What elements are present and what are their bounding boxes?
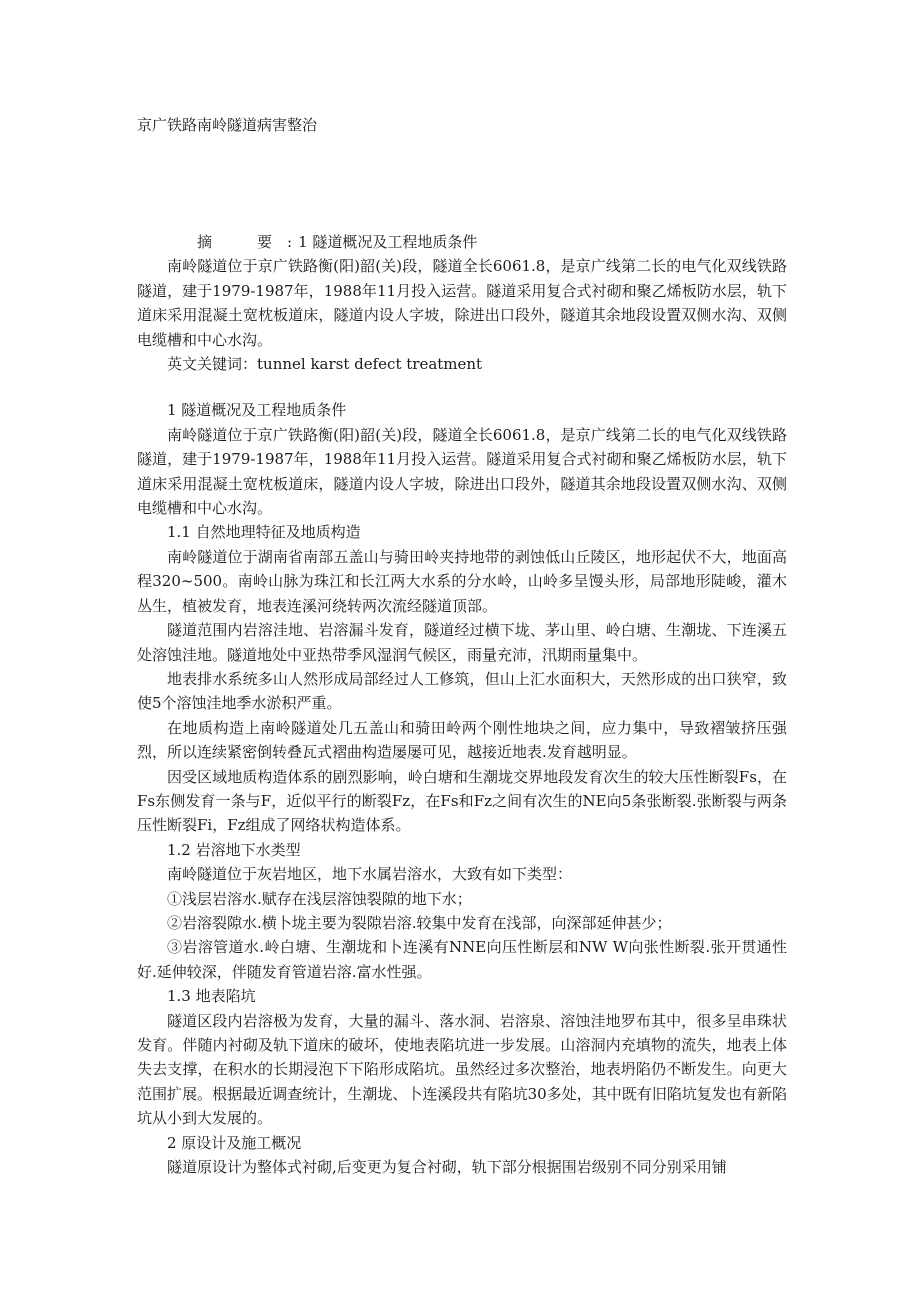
abstract-heading: 1 隧道概况及工程地质条件 xyxy=(298,233,478,251)
paragraph: 隧道区段内岩溶极为发育，大量的漏斗、落水洞、岩溶泉、溶蚀洼地罗布其中，很多呈串珠状发育。伴随内衬砌及轨下道床的破坏，使地表陷坑进一步发展。山溶洞内充填物的流失，地表上体失去支撑，在积水的长期浸泡下下陷形成陷坑。虽然经过多次整治，地表坍陷仍不断发生。向更大范围扩展。根据最近调查统计，生潮垅、卜连溪段共有陷坑30多处，其中既有旧陷坑复发也有新陷坑从小到大发展的。 xyxy=(137,1011,787,1128)
document-title: 京广铁路南岭隧道病害整治 xyxy=(137,116,318,134)
section-heading-1-2: 1.2 岩溶地下水类型 xyxy=(167,840,301,859)
section-heading-1-3: 1.3 地表陷坑 xyxy=(167,987,256,1006)
section-heading-2: 2 原设计及施工概况 xyxy=(167,1133,302,1152)
section-heading-1-1: 1.1 自然地理特征及地质构造 xyxy=(167,523,361,542)
paragraph: 南岭隧道位于湖南省南部五盖山与骑田岭夹持地带的剥蚀低山丘陵区，地形起伏不大，地面高程320~500。南岭山脉为珠江和长江两大水系的分水岭，山岭多呈馒头形，局部地形陡峻，灌木丛生，植被发育，地表连溪河绕转两次流经隧道顶部。 xyxy=(137,547,787,615)
document-body xyxy=(137,230,787,1179)
list-item: ③岩溶管道水.岭白塘、生潮垅和卜连溪有NNE向压性断层和NW W向张性断裂.张开贯通性好.延伸较深，伴随发育管道岩溶.富水性强。 xyxy=(137,938,787,981)
paragraph: 隧道原设计为整体式衬砌,后变更为复合衬砌，轨下部分根据围岩级别不同分别采用铺 xyxy=(167,1158,727,1177)
paragraph: 因受区域地质构造体系的剧烈影响，岭白塘和生潮垅交界地段发育次生的较大压性断裂Fs，在Fs东侧发育一条与F，近似平行的断裂Fz，在Fs和Fz之间有次生的NE向5条张断裂.张断裂与两条压性断裂Fi，Fz组成了网络状构造体系。 xyxy=(137,767,787,835)
paragraph: 南岭隧道位于灰岩地区，地下水属岩溶水，大致有如下类型： xyxy=(167,865,573,884)
section-spacer xyxy=(137,376,787,398)
keywords: 英文关键词：tunnel karst defect treatment xyxy=(167,355,483,374)
paragraph: 隧道范围内岩溶洼地、岩溶漏斗发育，隧道经过横下垅、茅山里、岭白塘、生潮垅、下连溪五处溶蚀洼地。隧道地处中亚热带季风湿润气候区，雨量充沛，汛期雨量集中。 xyxy=(137,621,787,664)
paragraph: 南岭隧道位于京广铁路衡(阳)韶(关)段，隧道全长6061.8，是京广线第二长的电气化双线铁路隧道，建于1979-1987年，1988年11月投入运营。隧道采用复合式衬砌和聚乙烯板防水层，轨下道床采用混凝土宽枕板道床，隧道内设人字坡，除进出口段外，隧道其余地段设置双侧水沟、双侧电缆槽和中心水沟。 xyxy=(137,425,787,518)
abstract-text: 南岭隧道位于京广铁路衡(阳)韶(关)段，隧道全长6061.8，是京广线第二长的电气化双线铁路隧道，建于1979-1987年，1988年11月投入运营。隧道采用复合式衬砌和聚乙烯板防水层，轨下道床采用混凝土宽枕板道床，隧道内设人字坡，除进出口段外，隧道其余地段设置双侧水沟、双侧电缆槽和中心水沟。 xyxy=(137,257,787,349)
section-heading-1: 1 隧道概况及工程地质条件 xyxy=(167,401,347,420)
list-item: ②岩溶裂隙水.横卜垅主要为裂隙岩溶.较集中发育在浅部，向深部延伸甚少； xyxy=(167,913,672,932)
abstract-heading-line xyxy=(137,230,787,254)
abstract-label: 摘 要: xyxy=(197,233,308,251)
paragraph: 在地质构造上南岭隧道处几五盖山和骑田岭两个刚性地块之间，应力集中，导致褶皱挤压强烈，所以连续紧密倒转叠瓦式褶曲构造屡屡可见，越接近地表.发育越明显。 xyxy=(137,718,787,762)
list-item: ①浅层岩溶水.赋存在浅层溶蚀裂隙的地下水； xyxy=(167,889,472,908)
paragraph: 地表排水系统多山人然形成局部经过人工修筑，但山上汇水面积大，天然形成的出口狭窄，致使5个溶蚀洼地季水淤积严重。 xyxy=(137,669,787,713)
